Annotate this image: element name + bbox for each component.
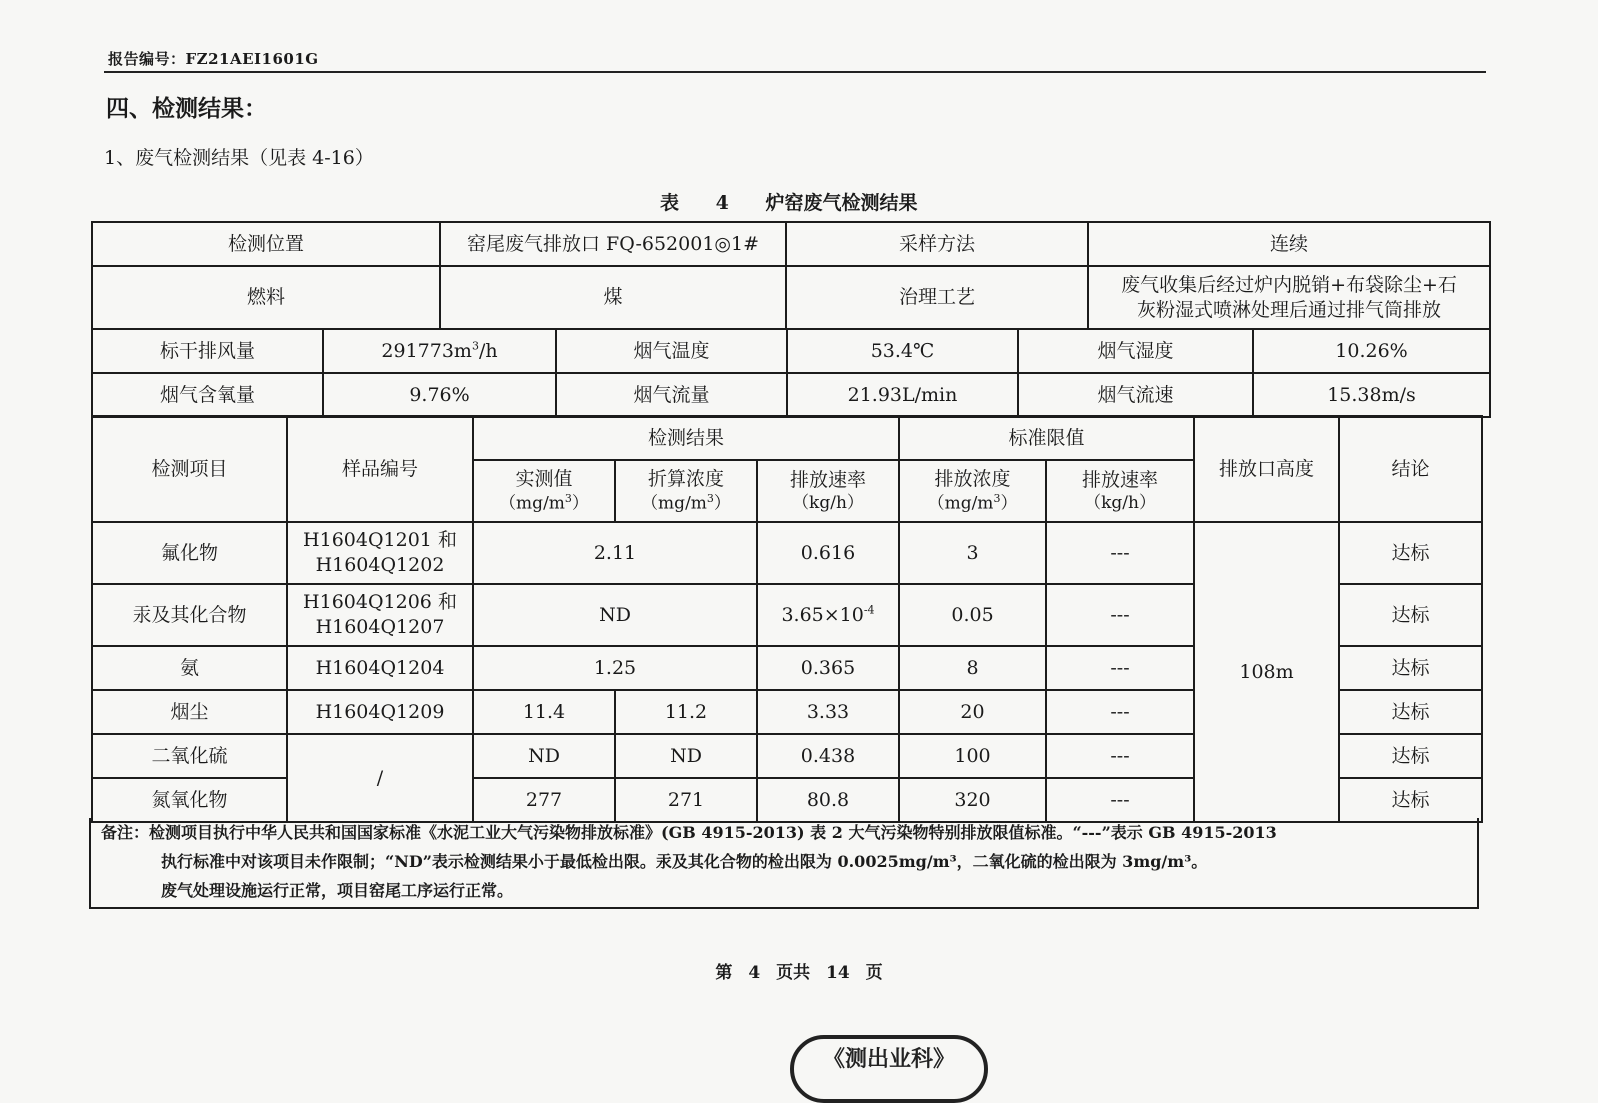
item-cell: 氟化物	[92, 522, 287, 584]
rate-cell: $3.65\times 10^{-4}$	[757, 584, 899, 646]
item-cell: 二氧化硫	[92, 734, 287, 778]
table-row	[92, 222, 1490, 266]
sampling-value: 连续	[1088, 222, 1490, 266]
header-sample: 样品编号	[287, 416, 473, 522]
conclusion-cell: 达标	[1339, 584, 1482, 646]
subsection-title: 1、废气检测结果（见表 4-16）	[104, 147, 374, 169]
header-item: 检测项目	[92, 416, 287, 522]
fuel-label: 燃料	[92, 266, 440, 329]
rate-cell: 80.8	[757, 778, 899, 822]
conclusion-cell: 达标	[1339, 646, 1482, 690]
info-table	[91, 221, 1491, 330]
note-line-1: 备注：检测项目执行中华人民共和国国家标准《水泥工业大气污染物排放标准》(GB 4915-2013) 表 2 大气污染物特别排放限值标准。“---”表示 GB 4915-2013	[101, 823, 1277, 842]
process-line-1: 废气收集后经过炉内脱销+布袋除尘+石	[1121, 273, 1457, 296]
measured-cell: ND	[473, 734, 615, 778]
header-converted: 折算浓度 $(mg/m^3)$	[615, 460, 757, 522]
page-number: 第 4 页共 14 页	[715, 963, 883, 983]
flow-value: $291773m^3/h$	[323, 329, 556, 373]
section-title: 四、检测结果：	[106, 95, 267, 122]
header-result-group: 检测结果	[473, 416, 899, 460]
limit-cell: 320	[899, 778, 1046, 822]
gasflow-label: 烟气流量	[556, 373, 787, 417]
table-row	[92, 373, 1490, 417]
conclusion-cell: 达标	[1339, 690, 1482, 734]
table-row	[92, 734, 1598, 778]
table-row	[92, 584, 1598, 646]
humidity-label: 烟气湿度	[1018, 329, 1253, 373]
table-row	[92, 690, 1598, 734]
value-cell: 2.11	[473, 522, 757, 584]
sample-cell-shared: /	[287, 734, 473, 822]
table-row	[92, 646, 1598, 690]
fuel-value: 煤	[440, 266, 786, 329]
value-cell: ND	[473, 584, 757, 646]
header-rate: 排放速率 （kg/h）	[757, 460, 899, 522]
limit-rate-cell: ---	[1046, 584, 1194, 646]
limit-rate-cell: ---	[1046, 522, 1194, 584]
converted-cell: ND	[615, 734, 757, 778]
rate-cell: 0.438	[757, 734, 899, 778]
sample-cell: H1604Q1204	[287, 646, 473, 690]
item-cell: 氨	[92, 646, 287, 690]
velocity-value: 15.38m/s	[1253, 373, 1490, 417]
limit-rate-cell: ---	[1046, 778, 1194, 822]
velocity-label: 烟气流速	[1018, 373, 1253, 417]
table-caption: 表 4 炉窑废气检测结果	[660, 192, 918, 214]
humidity-value: 10.26%	[1253, 329, 1490, 373]
header-limit-group: 标准限值	[899, 416, 1194, 460]
notes-box	[89, 818, 1479, 909]
converted-cell: 271	[615, 778, 757, 822]
seal-stamp: 《测出业科》	[790, 1035, 988, 1103]
process-value	[1088, 266, 1490, 329]
limit-cell: 100	[899, 734, 1046, 778]
header-measured: 实测值 $(mg/m^3)$	[473, 460, 615, 522]
limit-cell: 20	[899, 690, 1046, 734]
measured-cell: 277	[473, 778, 615, 822]
results-table	[91, 415, 1598, 823]
header-conclusion: 结论	[1339, 416, 1482, 522]
table-row	[92, 329, 1490, 373]
temp-label: 烟气温度	[556, 329, 787, 373]
header-limit-conc: 排放浓度 $(mg/m^3)$	[899, 460, 1046, 522]
rate-cell: 0.365	[757, 646, 899, 690]
conclusion-cell: 达标	[1339, 734, 1482, 778]
header-limit-rate: 排放速率 （kg/h）	[1046, 460, 1194, 522]
oxygen-label: 烟气含氧量	[92, 373, 323, 417]
rate-cell: 0.616	[757, 522, 899, 584]
limit-rate-cell: ---	[1046, 734, 1194, 778]
conclusion-cell: 达标	[1339, 778, 1482, 822]
height-cell: 108m	[1194, 522, 1339, 822]
sample-cell: H1604Q1201 和 H1604Q1202	[287, 522, 473, 584]
location-value: 窑尾废气排放口 FQ-652001◎1#	[440, 222, 786, 266]
conclusion-cell: 达标	[1339, 522, 1482, 584]
header-height: 排放口高度	[1194, 416, 1339, 522]
note-line-3: 废气处理设施运行正常，项目窑尾工序运行正常。	[161, 881, 514, 900]
measured-cell: 11.4	[473, 690, 615, 734]
header-rule	[104, 71, 1486, 73]
converted-cell: 11.2	[615, 690, 757, 734]
oxygen-value: 9.76%	[323, 373, 556, 417]
report-number: 报告编号：FZ21AEI1601G	[108, 50, 319, 68]
item-cell: 氮氧化物	[92, 778, 287, 822]
limit-cell: 0.05	[899, 584, 1046, 646]
rate-cell: 3.33	[757, 690, 899, 734]
limit-cell: 3	[899, 522, 1046, 584]
process-line-2: 灰粉湿式喷淋处理后通过排气筒排放	[1136, 298, 1441, 321]
table-row	[92, 266, 1490, 329]
sample-cell: H1604Q1206 和 H1604Q1207	[287, 584, 473, 646]
item-cell: 汞及其化合物	[92, 584, 287, 646]
table-header-row	[92, 416, 1598, 460]
sample-cell: H1604Q1209	[287, 690, 473, 734]
item-cell: 烟尘	[92, 690, 287, 734]
limit-rate-cell: ---	[1046, 646, 1194, 690]
table-row	[92, 522, 1598, 584]
limit-cell: 8	[899, 646, 1046, 690]
gasflow-value: 21.93L/min	[787, 373, 1018, 417]
sampling-label: 采样方法	[786, 222, 1088, 266]
location-label: 检测位置	[92, 222, 440, 266]
temp-value: 53.4℃	[787, 329, 1018, 373]
value-cell: 1.25	[473, 646, 757, 690]
limit-rate-cell: ---	[1046, 690, 1194, 734]
process-label: 治理工艺	[786, 266, 1088, 329]
flow-label: 标干排风量	[92, 329, 323, 373]
note-line-2: 执行标准中对该项目未作限制；“ND”表示检测结果小于最低检出限。汞及其化合物的检出限为 0.0025mg/m³，二氧化硫的检出限为 3mg/m³。	[161, 852, 1208, 871]
params-table	[91, 328, 1491, 418]
